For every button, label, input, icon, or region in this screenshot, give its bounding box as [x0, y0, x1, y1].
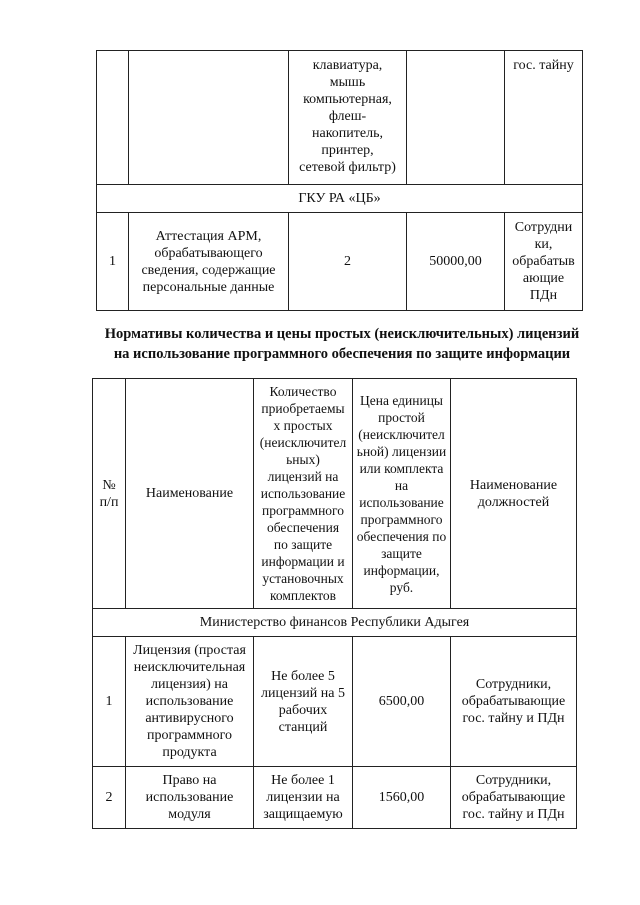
name-text: Аттестация АРМ, обрабатывающего сведения, содержащие персональные данные — [141, 228, 276, 295]
row-number-cell: 1 — [97, 213, 129, 311]
quantity-text: Не более 1 лицензии на защищаемую — [263, 773, 343, 822]
row-number-cell — [97, 51, 129, 185]
section-title: ГКУ РА «ЦБ» — [97, 185, 583, 213]
items-cell — [289, 51, 407, 185]
name-cell — [126, 767, 254, 829]
positions-cell — [505, 213, 583, 311]
table-row — [97, 213, 583, 311]
header-positions-text: Наименование должностей — [469, 477, 558, 510]
positions-cell — [451, 637, 577, 767]
header-price-text: Цена единицы простой (неисключител ьной) лицензии или комплекта на использование программного обеспечения по защите информации, руб. — [356, 392, 447, 595]
header-quantity — [254, 379, 353, 609]
section-title: Министерство финансов Республики Адыгея — [93, 609, 577, 637]
price-cell: 50000,00 — [407, 213, 505, 311]
row-number-cell: 1 — [93, 637, 126, 767]
heading-line-2: на использование программного обеспечения по защите информации — [113, 346, 571, 362]
quantity-cell — [254, 767, 353, 829]
row-number-cell: 2 — [93, 767, 126, 829]
section-row — [93, 609, 577, 637]
table-row — [93, 767, 577, 829]
price-cell: 1560,00 — [353, 767, 451, 829]
header-quantity-text: Количество приобретаемы х простых (неисключител ьных) лицензий на использование программного обеспечения по защите информации и установочных комплектов — [259, 384, 347, 603]
positions-cell — [451, 767, 577, 829]
name-text: Лицензия (простая неисключительная лицензия) на использование антивирусного программного продукта — [133, 643, 246, 760]
header-name: Наименование — [126, 379, 254, 609]
section-row — [97, 185, 583, 213]
positions-text: гос. тайну — [513, 58, 574, 73]
name-text: Право на использование модуля — [145, 773, 234, 822]
header-number-text: № п/п — [99, 477, 119, 510]
header-number — [93, 379, 126, 609]
table-row — [97, 51, 583, 185]
quantity-cell — [407, 51, 505, 185]
header-price — [353, 379, 451, 609]
positions-text: Сотрудни ки, обрабатыв ающие ПДн — [512, 220, 575, 303]
continuation-table — [96, 50, 583, 311]
price-cell: 6500,00 — [353, 637, 451, 767]
quantity-cell: 2 — [289, 213, 407, 311]
quantity-text: Не более 5 лицензий на 5 рабочих станций — [261, 668, 345, 735]
licenses-table — [92, 378, 577, 829]
header-positions — [451, 379, 577, 609]
heading-line-1: Нормативы количества и цены простых (неисключительных) лицензий — [104, 326, 580, 342]
name-cell — [126, 637, 254, 767]
table-row — [93, 637, 577, 767]
items-text: клавиатура, мышь компьютерная, флеш- накопитель, принтер, сетевой фильтр) — [299, 58, 396, 175]
positions-cell — [505, 51, 583, 185]
positions-text: Сотрудники, обрабатывающие гос. тайну и ПДн — [461, 677, 566, 726]
name-cell — [129, 51, 289, 185]
section-heading — [92, 324, 592, 364]
quantity-cell — [254, 637, 353, 767]
name-cell — [129, 213, 289, 311]
positions-text: Сотрудники, обрабатывающие гос. тайну и ПДн — [461, 773, 566, 822]
header-row — [93, 379, 577, 609]
